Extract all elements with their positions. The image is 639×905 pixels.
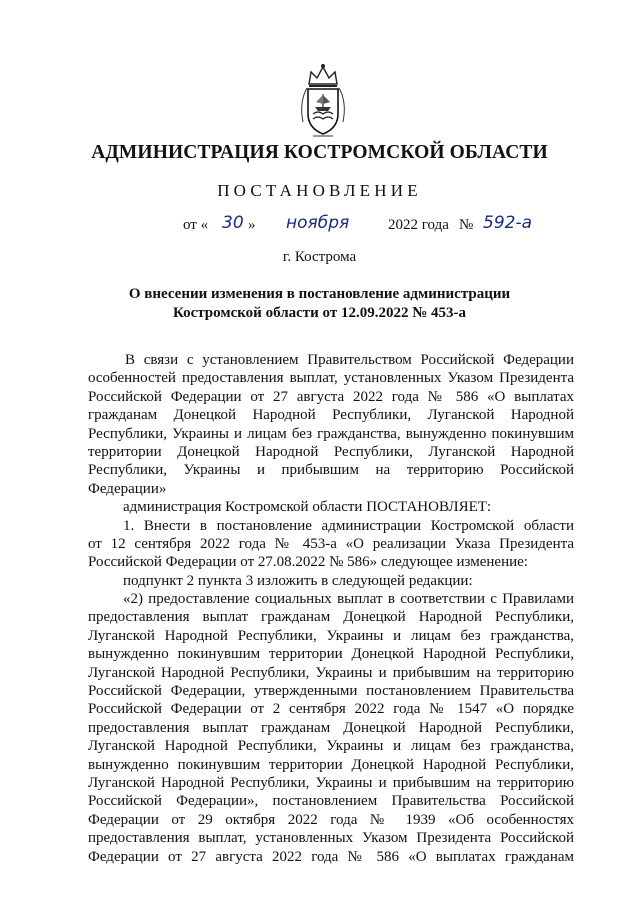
body-line: Федерации от 29 октября 2022 года № 1939 «Об особенностях bbox=[88, 811, 574, 828]
body-line: 1. Внести в постановление администрации Костромской области bbox=[123, 517, 574, 534]
body-line: особенностей предоставления выплат, установленных Указом Президента bbox=[88, 370, 574, 387]
coat-of-arms-icon bbox=[295, 62, 351, 140]
date-line bbox=[0, 213, 639, 239]
body-line: Республики, Украины и лицам без гражданства, вынужденно покинувшим bbox=[88, 425, 574, 442]
body-line: вынужденно покинувшим территории Донецкой Народной Республики, bbox=[88, 756, 574, 773]
body-line: предоставления выплат, установленных Указом Президента Российской bbox=[88, 830, 574, 847]
date-month: ноября bbox=[286, 213, 350, 233]
date-prefix: от « bbox=[183, 217, 209, 233]
body-line: Луганской Народной Республики, Украины и лицам без гражданства, bbox=[88, 738, 574, 755]
body-line: Российской Федерации от 2 сентября 2022 года № 1547 «О порядке bbox=[88, 701, 574, 718]
body-line: подпункт 2 пункта 3 изложить в следующей редакции: bbox=[123, 572, 473, 589]
body-line: «2) предоставление социальных выплат в соответствии с Правилами bbox=[123, 591, 574, 608]
city: г. Кострома bbox=[282, 249, 357, 265]
body-line: Российской Федерации от 27 августа 2022 года № 586 «О выплатах bbox=[88, 388, 574, 405]
subject-line: Костромской области от 12.09.2022 № 453-а bbox=[172, 305, 467, 321]
body-line: гражданам Донецкой Народной Республики, Луганской Народной bbox=[88, 407, 574, 424]
body-line: Федерации от 27 августа 2022 года № 586 «О выплатах гражданам bbox=[88, 848, 574, 865]
body-line: Федерации» bbox=[88, 480, 167, 497]
body-line: администрация Костромской области ПОСТАНОВЛЯЕТ: bbox=[123, 499, 492, 516]
body-line: В связи с установлением Правительством Российской Федерации bbox=[125, 352, 574, 368]
date-quote-close: » bbox=[248, 217, 256, 233]
date-year: 2022 года bbox=[388, 217, 449, 233]
document-type: ПОСТАНОВЛЕНИЕ bbox=[217, 181, 422, 200]
body-line: предоставления выплат гражданам Донецкой Народной Республики, bbox=[88, 609, 574, 626]
body-line: Российской Федерации, утвержденными постановлением Правительства bbox=[88, 683, 574, 700]
organization-title: АДМИНИСТРАЦИЯ КОСТРОМСКОЙ ОБЛАСТИ bbox=[91, 142, 548, 163]
body-line: предоставления выплат гражданам Донецкой Народной Республики, bbox=[88, 719, 574, 736]
number-prefix: № bbox=[459, 217, 474, 233]
body-line: территории Донецкой Народной Республики, Луганской Народной bbox=[88, 443, 574, 460]
document-body bbox=[88, 351, 574, 866]
date-day: 30 bbox=[222, 213, 244, 233]
body-line: Республики, Украины и прибывшим на территорию Российской bbox=[88, 462, 574, 479]
body-line: от 12 сентября 2022 года № 453-а «О реализации Указа Президента bbox=[88, 535, 574, 552]
subject-line: О внесении изменения в постановление администрации bbox=[128, 286, 511, 302]
body-line: Луганской Народной Республики, Украины и прибывшим на территорию bbox=[88, 774, 574, 791]
body-line: Луганской Народной Республики, Украины и лицам без гражданства, bbox=[88, 627, 574, 644]
body-line: Российской Федерации», постановлением Правительства Российской bbox=[88, 793, 574, 810]
document-number: 592-а bbox=[483, 213, 532, 233]
body-line: Луганской Народной Республики, Украины и прибывшим на территорию bbox=[88, 664, 574, 681]
body-line: вынужденно покинувшим территории Донецкой Народной Республики, bbox=[88, 646, 574, 663]
document-subject bbox=[0, 285, 639, 323]
body-line: Российской Федерации от 27.08.2022 № 586» следующее изменение: bbox=[88, 554, 528, 571]
